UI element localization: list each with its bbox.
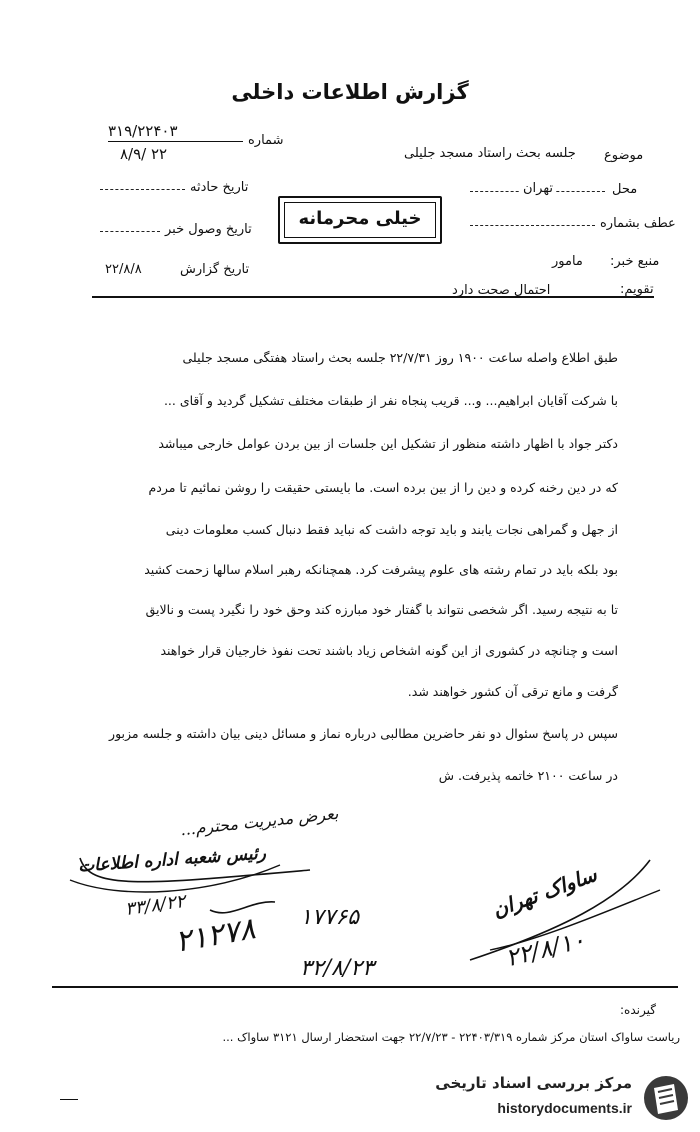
subject-value: جلسه بحث راستاد مسجد جلیلی xyxy=(404,146,576,161)
handwritten-note: بعرض مدیریت محترم... xyxy=(179,803,340,840)
body-line: تا به نتیجه رسید. اگر شخصی نتواند با گفتار خود مبارزه کند وحق خود را نگیرد پست و نالایق xyxy=(145,602,618,617)
report-date-value: ۲۲/۸/۸ xyxy=(105,262,142,277)
number-underline xyxy=(108,141,243,142)
handwritten-strokes xyxy=(60,840,700,980)
body-line: با شرکت آقایان ابراهیم... و... قریب پنجاه نفر از طبقات مختلف تشکیل گردید و آقای ... xyxy=(163,393,618,408)
number-date: ۸/۹/ ۲۲ xyxy=(120,145,168,163)
body-line: دکتر جواد با اظهار داشته منظور از تشکیل این جلسات از بین بردن عوامل خارجی میباشد xyxy=(158,436,618,451)
body-line: در ساعت ۲۱۰۰ خاتمه پذیرفت. ش xyxy=(438,768,618,783)
body-line: بود بلکه باید در تمام رشته های علوم پیشرفت کرد. همچنانکه رهبر اسلام سالها زحمت کشید xyxy=(144,562,618,577)
handwritten-number-small: ۳۳/۸/۲۲ xyxy=(123,890,187,921)
handwritten-date-center: ۳۲/۸/۲۳ xyxy=(300,956,374,981)
watermark-text-fa: مرکز بررسی اسناد تاریخی xyxy=(435,1074,632,1092)
header-separator xyxy=(92,296,654,298)
handwritten-signature-label: رئیس شعبه اداره اطلاعات xyxy=(77,843,267,877)
secret-stamp xyxy=(278,196,442,244)
receivers-line: ریاست ساواک استان مرکز شماره ۲۲۴۰۳/۳۱۹ - ۲۲/۷/۲۳ جهت استحضار ارسال ۳۱۲۱ ساواک ... xyxy=(222,1030,680,1044)
handwritten-signature-right: ساواک تهران xyxy=(489,862,600,922)
evaluation-label: تقویم: xyxy=(620,282,654,297)
body-line: سپس در پاسخ سئوال دو نفر حاضرین مطالبی درباره نماز و مسائل دینی بیان داشته و جلسه مزبور xyxy=(109,726,618,741)
watermark-url: historydocuments.ir xyxy=(497,1100,632,1116)
source-value: مامور xyxy=(552,254,583,269)
number-label: شماره xyxy=(248,133,284,148)
handwritten-number-large: ۲۱۲۷۸ xyxy=(172,911,259,960)
reference-number-label: عطف بشماره xyxy=(600,216,676,231)
secret-stamp-text: خیلی محرمانه xyxy=(298,208,422,229)
receivers-label: گیرنده: xyxy=(620,1003,656,1017)
receipt-date-blank xyxy=(100,231,160,232)
receipt-date-label: تاریخ وصول خبر xyxy=(165,222,252,237)
incident-date-label: تاریخ حادثه xyxy=(190,180,249,195)
number-value: ۳۱۹/۲۲۴۰۳ xyxy=(108,122,178,140)
body-line: گرفت و مانع ترقی آن کشور خواهند شد. xyxy=(407,684,618,699)
location-label: محل xyxy=(612,182,638,197)
document-title: گزارش اطلاعات داخلی xyxy=(231,80,469,104)
watermark xyxy=(400,1066,700,1130)
watermark-logo-icon xyxy=(640,1072,692,1124)
incident-date-blank xyxy=(100,189,185,190)
body-line: است و چنانچه در کشوری از این گونه اشخاص زیاد باشند تحت نفوذ خارجیان قرار خواهند xyxy=(160,643,618,658)
body-line: طبق اطلاع واصله ساعت ۱۹۰۰ روز ۲۲/۷/۳۱ جلسه بحث راستاد هفتگی مسجد جلیلی xyxy=(182,350,618,365)
handwritten-date-right: ۲۲/۸/۱۰ xyxy=(502,925,588,973)
bottom-dash xyxy=(60,1099,78,1100)
evaluation-value: احتمال صحت دارد xyxy=(452,283,551,298)
subject-label: موضوع xyxy=(604,148,644,163)
source-label: منبع خبر: xyxy=(610,254,660,269)
handwritten-number-center: ۱۷۷۶۵ xyxy=(300,905,360,930)
report-date-label: تاریخ گزارش xyxy=(180,262,250,277)
footer-separator xyxy=(52,986,678,988)
reference-number-blank xyxy=(470,225,595,226)
location-value: تهران xyxy=(520,181,556,196)
body-line: از جهل و گمراهی نجات یابند و باید توجه داشت که نباید فقط دنبال کسب معلومات دینی xyxy=(165,522,618,537)
body-line: که در دین رخنه کرده و دین را از بین برده است. ما بایستی حقیقت را روشن نمائیم تا مردم xyxy=(148,480,618,495)
